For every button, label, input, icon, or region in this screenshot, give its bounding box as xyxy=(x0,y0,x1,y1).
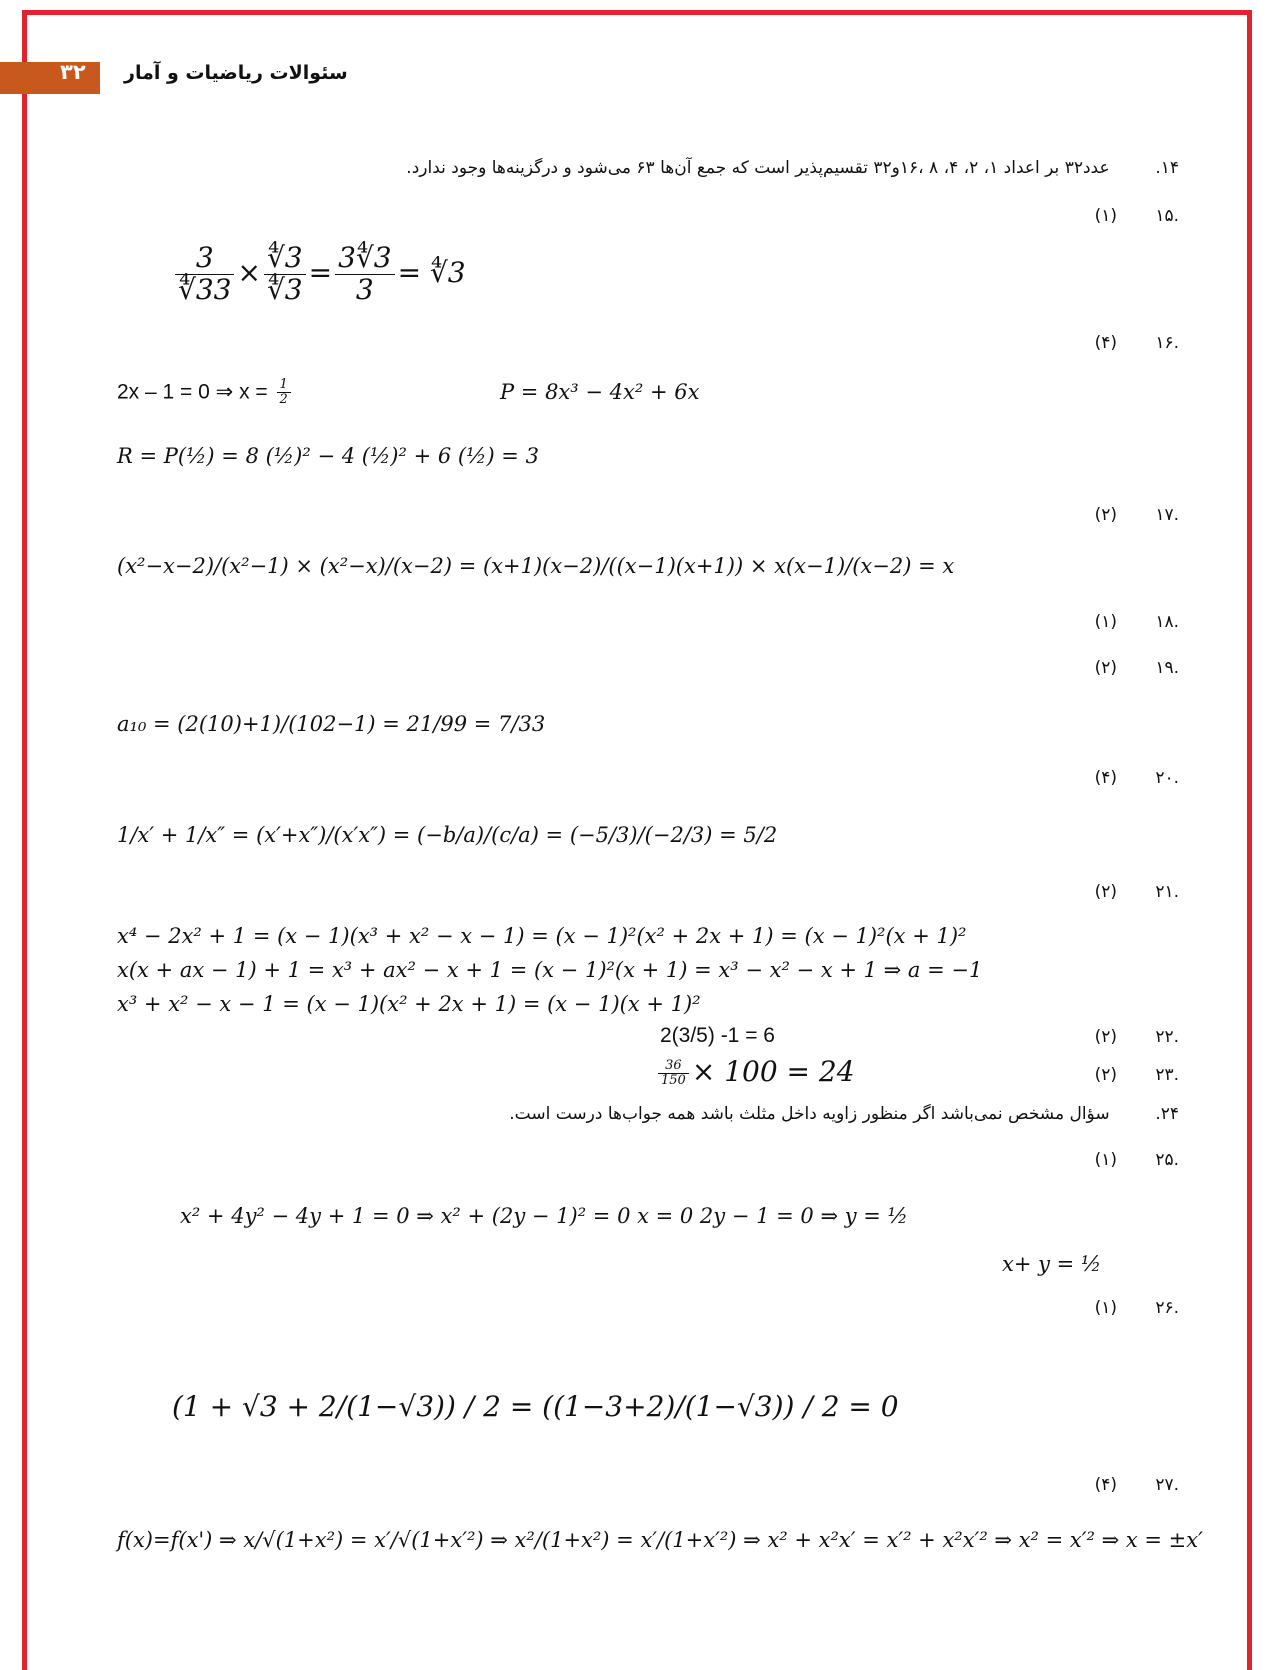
math-q19: a₁₀ = (2(10)+1)/(102−1) = 21/99 = 7/33 xyxy=(117,712,546,736)
question-19 xyxy=(1095,658,1179,678)
question-number: .۱۸ xyxy=(1155,612,1179,632)
question-14 xyxy=(406,158,1179,178)
math-q17: (x²−x−2)/(x²−1) × (x²−x)/(x−2) = (x+1)(x−2)/((x−1)(x+1)) × x(x−1)/(x−2) = x xyxy=(117,554,955,578)
math-q16-poly: P = 8x³ − 4x² + 6x xyxy=(500,380,700,404)
question-27 xyxy=(1095,1475,1179,1495)
answer-option: (۴) xyxy=(1094,333,1117,353)
question-16 xyxy=(1095,333,1179,353)
math-q21-line3: x³ + x² − x − 1 = (x − 1)(x² + 2x + 1) = (x − 1)(x + 1)² xyxy=(117,992,701,1016)
question-text: عدد۳۲ بر اعداد ۱، ۲، ۴، ۸ ،۱۶و۳۲ تقسیم‌پذیر است که جمع آن‌ها ۶۳ می‌شود و درگزینه‌ها وجود ندارد. xyxy=(406,158,1110,178)
math-q26: (1 + √3 + 2/(1−√3)) / 2 = ((1−3+2)/(1−√3)) / 2 = 0 xyxy=(172,1390,899,1423)
question-number: .۲۷ xyxy=(1155,1475,1179,1495)
question-number: ۱۴. xyxy=(1155,158,1179,178)
question-number: .۲۵ xyxy=(1155,1150,1179,1170)
question-22 xyxy=(1095,1027,1179,1047)
question-18 xyxy=(1095,612,1179,632)
math-q16-line2: R = P(½) = 8 (½)² − 4 (½)² + 6 (½) = 3 xyxy=(117,444,539,468)
math-q15: $\frac{3}{∜33}$ × $\frac{∜3}{∜3}$ = $\frac{3∜3}{3}$ = ∜3 xyxy=(172,243,466,306)
math-q20: 1/x′ + 1/x″ = (x′+x″)/(x′x″) = (−b/a)/(c/a) = (−5/3)/(−2/3) = 5/2 xyxy=(117,823,778,847)
answer-option: (۱) xyxy=(1094,612,1117,632)
page-number: ۳۲ xyxy=(60,60,86,84)
question-number: .۲۶ xyxy=(1155,1298,1179,1318)
math-q25-line1: x² + 4y² − 4y + 1 = 0 ⇒ x² + (2y − 1)² = 0 x = 0 2y − 1 = 0 ⇒ y = ½ xyxy=(180,1204,908,1228)
answer-option: (۱) xyxy=(1094,1150,1117,1170)
math-q22: 2(3/5) -1 = 6 xyxy=(660,1024,775,1047)
question-24 xyxy=(509,1104,1179,1124)
math-q21-line1: x⁴ − 2x² + 1 = (x − 1)(x³ + x² − x − 1) = (x − 1)²(x² + 2x + 1) = (x − 1)²(x + 1)² xyxy=(117,924,967,948)
question-15 xyxy=(1095,206,1179,226)
answer-option: (۲) xyxy=(1094,1065,1117,1085)
question-number: .۱۹ xyxy=(1155,658,1179,678)
question-20 xyxy=(1095,768,1179,788)
question-21 xyxy=(1095,882,1179,902)
question-number: .۱۵ xyxy=(1155,206,1179,226)
question-25 xyxy=(1095,1150,1179,1170)
math-q16-line1: 2x – 1 = 0 ⇒ x = $\frac{1}{2}$ xyxy=(117,378,294,408)
answer-option: (۲) xyxy=(1094,882,1117,902)
question-number: .۲۲ xyxy=(1155,1027,1179,1047)
question-number: .۲۳ xyxy=(1155,1065,1179,1085)
question-text: سؤال مشخص نمی‌باشد اگر منظور زاویه داخل مثلث باشد همه جواب‌ها درست است. xyxy=(509,1104,1110,1124)
question-17 xyxy=(1095,505,1179,525)
answer-option: (۲) xyxy=(1094,1027,1117,1047)
question-number: .۲۰ xyxy=(1155,768,1179,788)
math-q21-line2: x(x + ax − 1) + 1 = x³ + ax² − x + 1 = (x − 1)²(x + 1) = x³ − x² − x + 1 ⇒ a = −1 xyxy=(117,958,983,982)
page-header: سئوالات ریاضیات و آمار xyxy=(124,62,348,84)
answer-option: (۲) xyxy=(1094,505,1117,525)
question-23 xyxy=(1095,1065,1179,1085)
question-26 xyxy=(1095,1298,1179,1318)
answer-option: (۴) xyxy=(1094,768,1117,788)
answer-option: (۱) xyxy=(1094,1298,1117,1318)
answer-option: (۲) xyxy=(1094,658,1117,678)
question-number: .۱۷ xyxy=(1155,505,1179,525)
answer-option: (۴) xyxy=(1094,1475,1117,1495)
question-number: .۱۶ xyxy=(1155,333,1179,353)
answer-option: (۱) xyxy=(1094,206,1117,226)
question-number: .۲۱ xyxy=(1155,882,1179,902)
math-q23: $\frac{36}{150}$ × 100 = 24 xyxy=(655,1055,855,1088)
math-q27: f(x)=f(x') ⇒ x/√(1+x²) = x′/√(1+x′²) ⇒ x²/(1+x²) = x′/(1+x′²) ⇒ x² + x²x′ = x′² + x²x′² ⇒ x² = x′² ⇒ x = ±x′ xyxy=(117,1528,1203,1552)
math-q25-line2: x+ y = ½ xyxy=(1002,1252,1102,1276)
question-number: ۲۴. xyxy=(1155,1104,1179,1124)
